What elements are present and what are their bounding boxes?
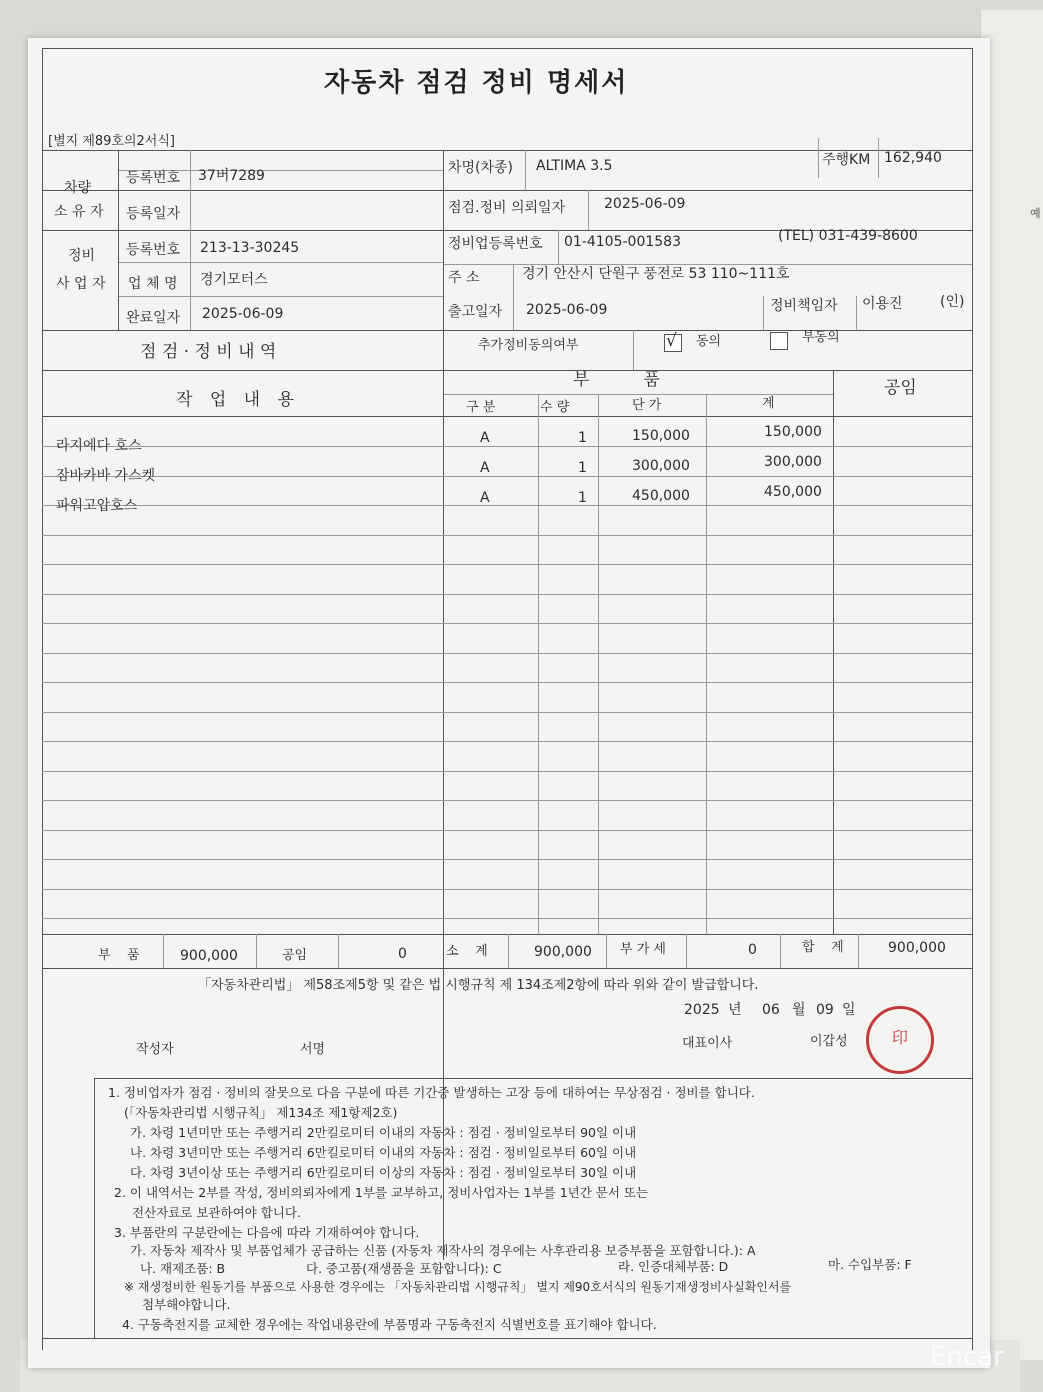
- line: [558, 230, 559, 264]
- line: [443, 394, 833, 395]
- item-qty: 1: [578, 460, 587, 476]
- business-label-1: 정비: [68, 248, 96, 264]
- total-parts-label: 부 품: [98, 948, 140, 963]
- col-price: 단 가: [632, 398, 662, 413]
- subtotal-label: 소 계: [446, 944, 488, 959]
- grid-line: [706, 394, 707, 934]
- encar-watermark: Encar: [930, 1342, 1004, 1372]
- grand-total: 900,000: [888, 940, 946, 956]
- shop-tel: (TEL) 031-439-8600: [778, 228, 918, 244]
- line: [256, 934, 257, 968]
- issue-month-unit: 월: [792, 1002, 806, 1018]
- item-total: 450,000: [764, 484, 822, 500]
- item-total: 150,000: [764, 424, 822, 440]
- item-price: 150,000: [632, 428, 690, 444]
- agree-checkbox[interactable]: [664, 331, 682, 352]
- consent-label: 추가정비동의여부: [478, 338, 579, 353]
- owner-label-2: 소 유 자: [54, 204, 104, 220]
- grid-line: [42, 771, 972, 772]
- line: [763, 296, 764, 330]
- owner-label-1: 차량: [64, 180, 92, 196]
- line: [633, 330, 634, 370]
- complete-date: 2025-06-09: [202, 306, 284, 322]
- grid-line: [42, 653, 972, 654]
- grid-line: [42, 712, 972, 713]
- grid-line: [42, 741, 972, 742]
- note-line: ※ 재생정비한 원동기를 부품으로 사용한 경우에는 「자동차관리법 시행규칙」 별지 제90호서식의 원동기재생정비사실확인서를: [124, 1280, 792, 1294]
- parts-header: 부 품: [573, 370, 660, 390]
- work-section-label: 점 검 · 정 비 내 역: [140, 342, 277, 362]
- note-line: 나. 재제조품: B: [140, 1261, 226, 1276]
- form-number: [별지 제89호의2서식]: [48, 134, 175, 149]
- grid-line: [42, 564, 972, 565]
- grid-line: [42, 594, 972, 595]
- document-title: 자동차 점검 정비 명세서: [324, 68, 629, 98]
- business-reg-no: 213-13-30245: [200, 240, 300, 256]
- note-line: 2. 이 내역서는 2부를 작성, 정비의뢰자에게 1부를 교부하고, 정비사업자는 1부를 1년간 문서 또는: [114, 1185, 649, 1200]
- note-line: 4. 구동축전지를 교체한 경우에는 작업내용란에 부품명과 구동축전지 식별번호를 표기해야 합니다.: [122, 1317, 657, 1332]
- note-line: 가. 자동차 제작사 및 부품업체가 공급하는 신품 (자동차 제작사의 경우에는 사후관리용 보증부품을 포함합니다.): A: [130, 1243, 756, 1258]
- line: [42, 190, 972, 191]
- grid-line: [538, 394, 539, 934]
- owner-reg-no: 37버7289: [198, 168, 265, 184]
- line: [190, 150, 191, 330]
- item-type: A: [480, 460, 490, 476]
- line: [118, 262, 443, 263]
- vat-label: 부 가 세: [620, 942, 666, 957]
- writer-label: 작성자: [136, 1042, 174, 1057]
- frame-right: [972, 48, 973, 1350]
- mileage-label: 주행KM: [822, 152, 871, 168]
- line: [118, 296, 443, 297]
- note-line: (「자동차관리법 시행규칙」 제134조 제1항제2호): [124, 1105, 398, 1120]
- ceo-name: 이갑성: [810, 1034, 848, 1049]
- agree-label: 동의: [696, 334, 722, 349]
- sign-label: 서명: [300, 1042, 326, 1057]
- line: [686, 934, 687, 968]
- labor-header: 공임: [884, 378, 917, 398]
- issue-day-unit: 일: [842, 1002, 856, 1018]
- total-parts: 900,000: [180, 948, 238, 964]
- line: [94, 1078, 972, 1079]
- frame-top: [42, 48, 972, 49]
- issue-month: 06: [762, 1002, 780, 1018]
- business-name: 경기모터스: [200, 272, 268, 288]
- line: [338, 934, 339, 968]
- line: [525, 150, 526, 190]
- grid-line: [42, 505, 972, 506]
- item-price: 300,000: [632, 458, 690, 474]
- line: [42, 934, 972, 935]
- note-line: 전산자료로 보관하여야 합니다.: [132, 1205, 301, 1220]
- request-date: 2025-06-09: [604, 196, 686, 212]
- line: [118, 150, 119, 330]
- grid-line: [42, 918, 972, 919]
- disagree-label: 부동의: [802, 330, 840, 345]
- line: [42, 150, 972, 151]
- note-line: 3. 부품란의 구분란에는 다음에 따라 기재하여야 합니다.: [114, 1225, 420, 1240]
- col-total: 계: [762, 396, 775, 411]
- item-name: 잠바카바 가스켓: [56, 468, 156, 484]
- mileage-value: 162,940: [884, 150, 942, 166]
- business-name-label: 업 체 명: [128, 276, 178, 292]
- manager-name: 이용진: [862, 296, 903, 312]
- line: [606, 934, 607, 968]
- note-line: 첨부해야합니다.: [142, 1297, 231, 1312]
- check-mark-icon: √: [666, 331, 677, 351]
- item-type: A: [480, 430, 490, 446]
- document-sheet: [28, 38, 990, 1368]
- issue-year: 2025: [684, 1002, 720, 1018]
- shop-reg-label: 정비업등록번호: [448, 236, 543, 252]
- side-mark: 예: [1030, 207, 1041, 220]
- line: [508, 934, 509, 968]
- request-date-label: 점검.정비 의뢰일자: [448, 200, 566, 216]
- complete-date-label: 완료일자: [126, 310, 181, 326]
- item-name: 파워고압호스: [56, 498, 138, 514]
- note-line: 마. 수입부품: F: [828, 1257, 912, 1272]
- manager-seal-mark: (인): [940, 294, 965, 310]
- grid-line: [42, 682, 972, 683]
- note-line: 라. 인증대체부품: D: [618, 1259, 729, 1274]
- col-qty: 수 량: [540, 400, 570, 415]
- shop-reg-no: 01-4105-001583: [564, 234, 681, 250]
- owner-reg-no-label: 등록번호: [126, 170, 181, 186]
- grid-line: [42, 535, 972, 536]
- business-reg-no-label: 등록번호: [126, 242, 181, 258]
- line: [858, 934, 859, 968]
- work-header: 작 업 내 용: [176, 390, 300, 410]
- vat: 0: [748, 942, 757, 958]
- company-seal: 印: [866, 1006, 934, 1074]
- grand-total-label: 합 계: [802, 940, 844, 955]
- ceo-label: 대표이사: [682, 1036, 733, 1051]
- owner-reg-date-label: 등록일자: [126, 206, 181, 222]
- model-value: ALTIMA 3.5: [536, 158, 613, 174]
- col-type: 구 분: [466, 400, 496, 415]
- grid-line: [42, 800, 972, 801]
- frame-bottom: [42, 1338, 972, 1339]
- grid-line: [42, 859, 972, 860]
- address-label: 주 소: [448, 270, 480, 286]
- total-labor: 0: [398, 946, 407, 962]
- item-qty: 1: [578, 490, 587, 506]
- grid-line: [42, 623, 972, 624]
- line: [443, 264, 972, 265]
- note-line: 1. 정비업자가 점검 · 정비의 잘못으로 다음 구분에 따른 기간중 발생하는 고장 등에 대하여는 무상점검 · 정비를 합니다.: [108, 1085, 755, 1100]
- disagree-checkbox[interactable]: [770, 332, 788, 350]
- issue-year-unit: 년: [728, 1002, 742, 1018]
- issue-statement: 「자동차관리법」 제58조제5항 및 같은 법 시행규칙 제 134조제2항에 따라 위와 같이 발급합니다.: [198, 978, 759, 993]
- item-price: 450,000: [632, 488, 690, 504]
- manager-label: 정비책임자: [770, 298, 838, 314]
- grid-line: [42, 889, 972, 890]
- model-label: 차명(차종): [448, 160, 514, 176]
- issue-day: 09: [816, 1002, 834, 1018]
- address-value: 경기 안산시 단원구 풍전로 53 110~111호: [522, 266, 790, 282]
- item-total: 300,000: [764, 454, 822, 470]
- business-label-2: 사 업 자: [56, 276, 106, 292]
- note-line: 가. 차령 1년미만 또는 주행거리 2만킬로미터 이내의 자동차 : 점검 · 정비일로부터 90일 이내: [130, 1125, 637, 1140]
- line: [513, 264, 514, 330]
- note-line: 나. 차령 3년미만 또는 주행거리 6만킬로미터 이내의 자동차 : 점검 · 정비일로부터 60일 이내: [130, 1145, 637, 1160]
- subtotal: 900,000: [534, 944, 592, 960]
- line: [94, 1078, 95, 1338]
- grid-line: [598, 394, 599, 934]
- item-name: 라지에다 호스: [56, 438, 142, 454]
- grid-line: [833, 370, 834, 934]
- line: [42, 968, 972, 969]
- grid-line: [42, 446, 972, 447]
- note-line: 다. 차령 3년이상 또는 주행거리 6만킬로미터 이상의 자동차 : 점검 · 정비일로부터 30일 이내: [130, 1165, 637, 1180]
- line: [878, 138, 879, 178]
- frame-left: [42, 48, 43, 1350]
- item-type: A: [480, 490, 490, 506]
- total-labor-label: 공임: [282, 948, 308, 963]
- line: [588, 190, 589, 230]
- line: [856, 296, 857, 330]
- line: [818, 138, 819, 178]
- grid-line: [42, 476, 972, 477]
- note-line: 다. 중고품(재생품을 포함합니다): C: [306, 1261, 502, 1276]
- line: [163, 934, 164, 968]
- grid-line: [42, 830, 972, 831]
- line: [780, 934, 781, 968]
- release-date: 2025-06-09: [526, 302, 608, 318]
- item-qty: 1: [578, 430, 587, 446]
- release-date-label: 출고일자: [448, 304, 503, 320]
